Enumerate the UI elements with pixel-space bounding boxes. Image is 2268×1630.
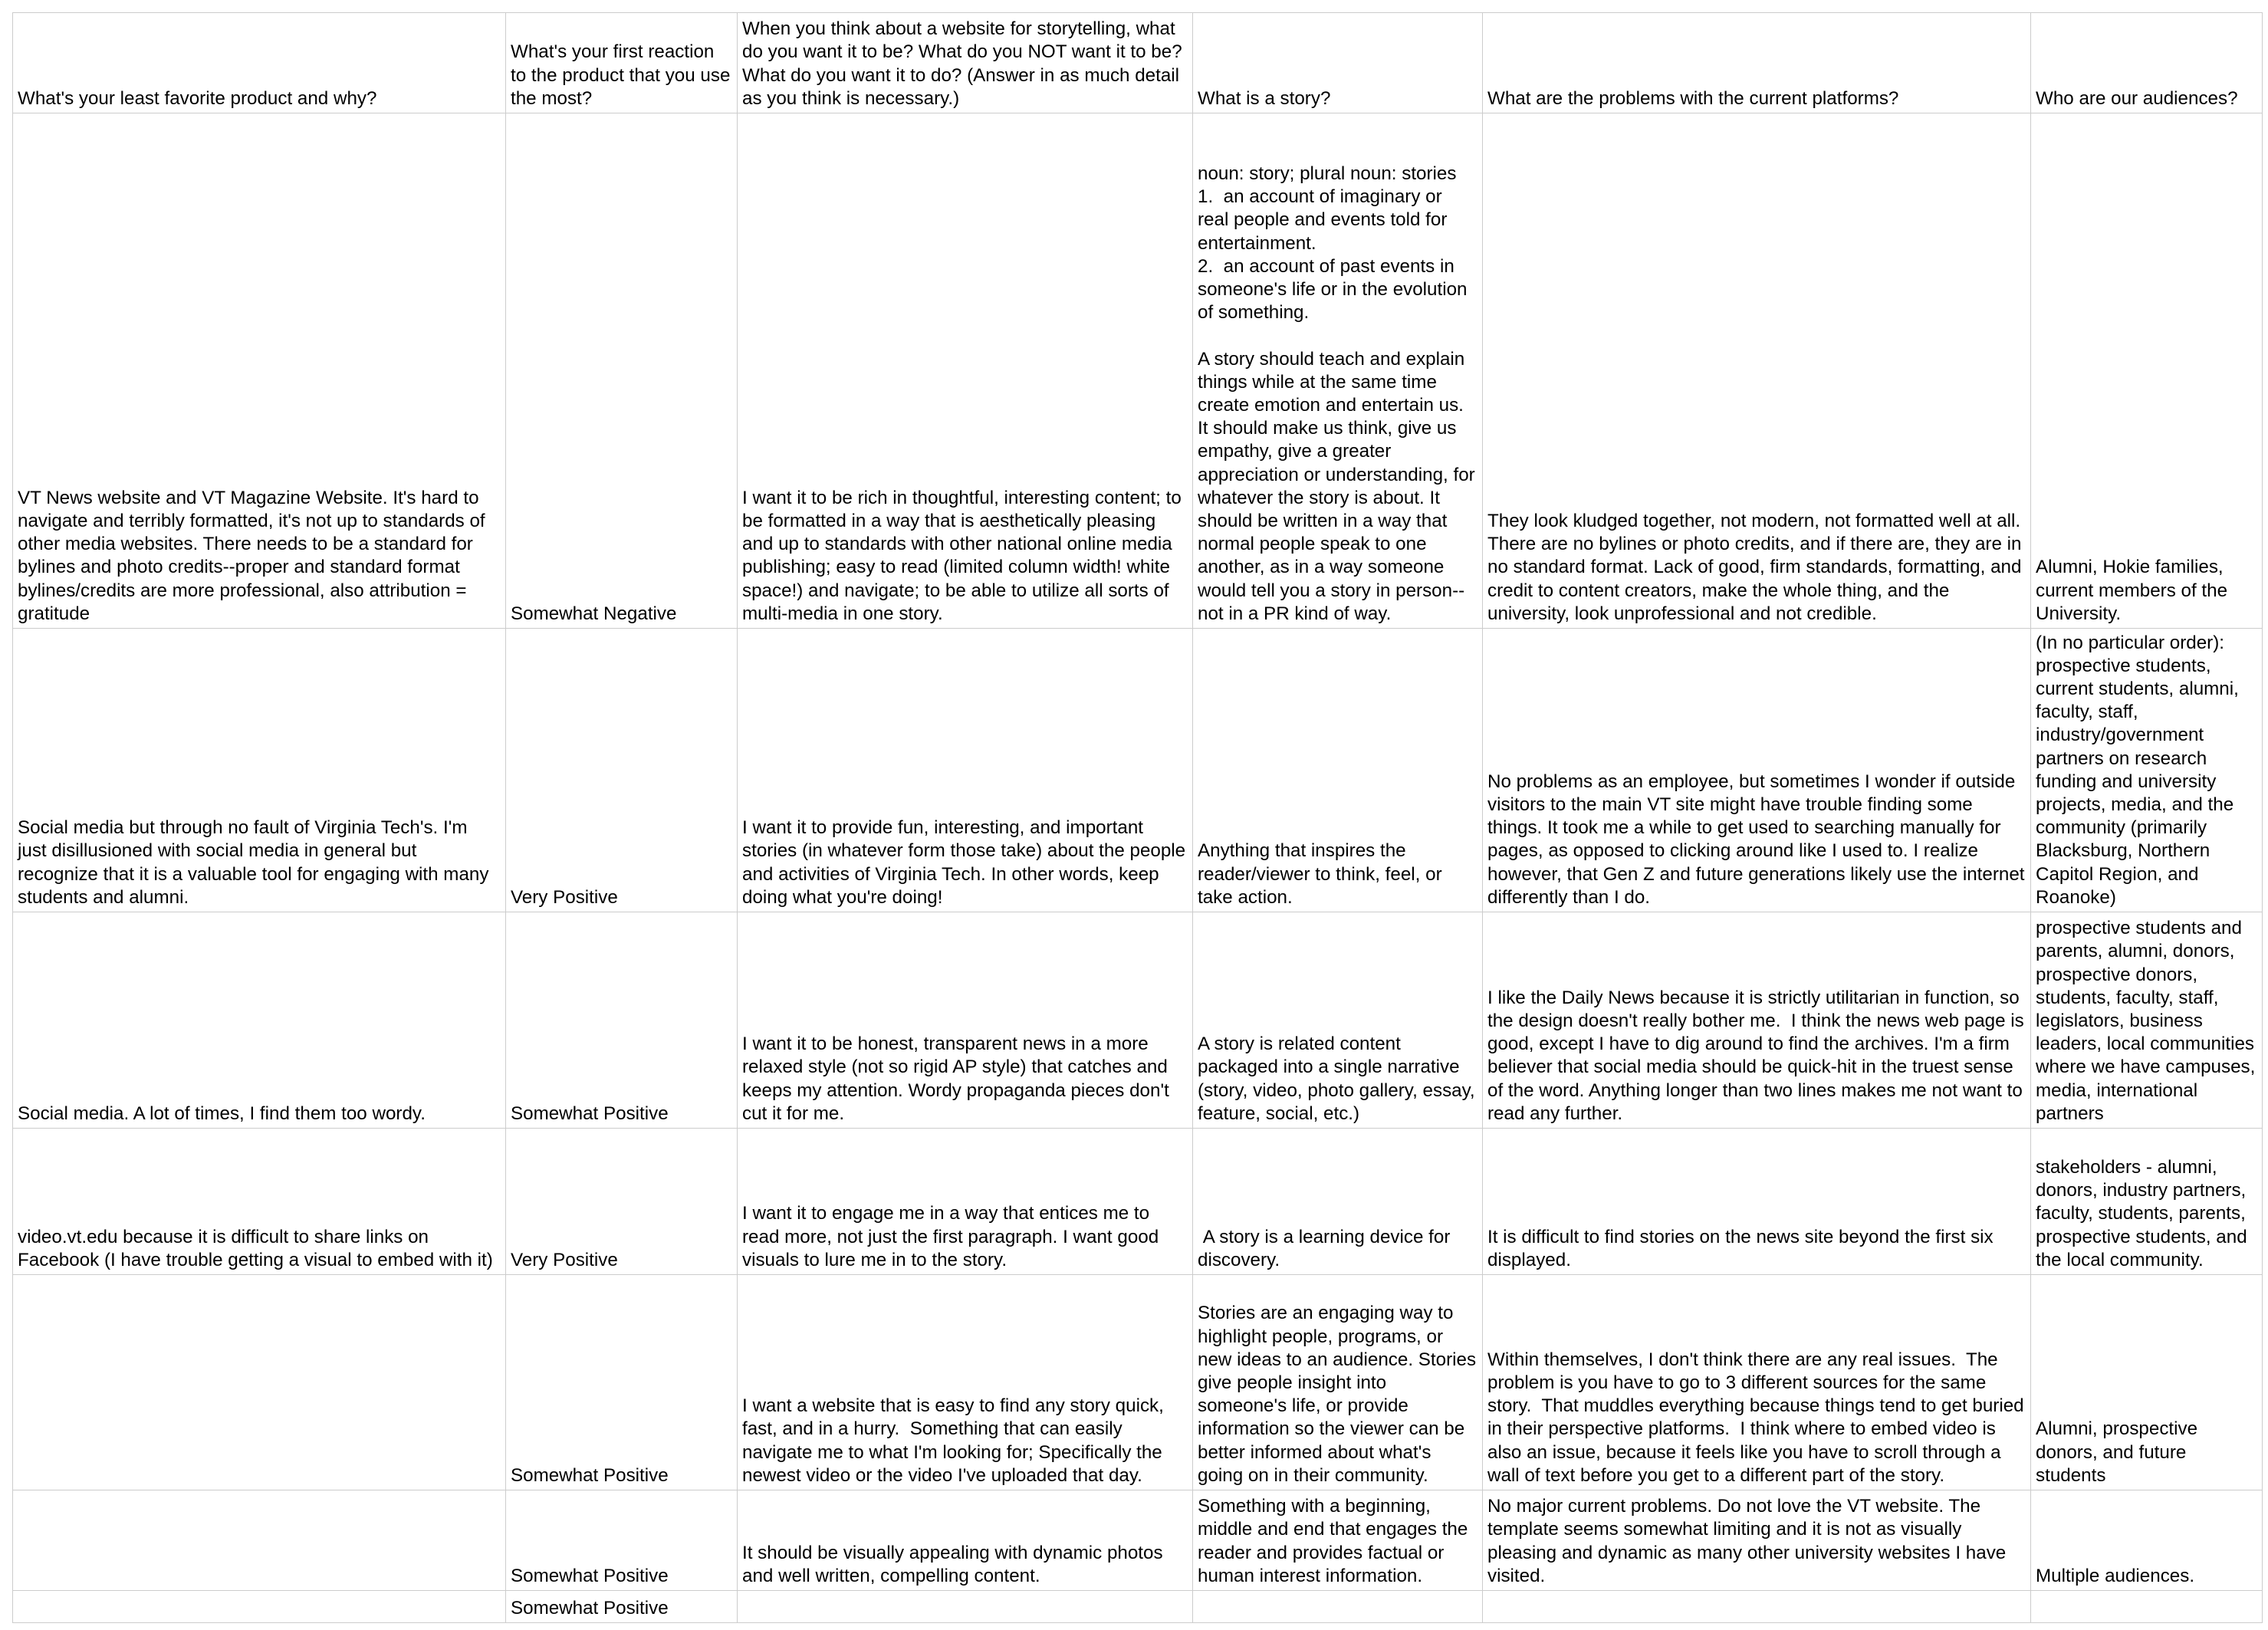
- table-cell[interactable]: It should be visually appealing with dynamic photos and well written, compelling content.: [738, 1490, 1193, 1591]
- table-cell[interactable]: Within themselves, I don't think there are any real issues. The problem is you have to go to 3 different sources for the same story. That muddles everything because things tend to get buried in their perspective platforms. I think where to embed video is also an issue, because it feels like you have to scroll through a wall of text before you get to a different part of the story.: [1483, 1275, 2031, 1490]
- table-cell[interactable]: I want it to be honest, transparent news in a more relaxed style (not so rigid AP style) that catches and keeps my attention. Wordy propaganda pieces don't cut it for me.: [738, 912, 1193, 1129]
- table-cell[interactable]: I like the Daily News because it is strictly utilitarian in function, so the design doesn't really bother me. I think the news web page is good, except I have to dig around to find the archives. I'm a firm believer that social media should be quick-hit in the truest sense of the word. Anything longer than two lines makes me not want to read any further.: [1483, 912, 2031, 1129]
- table-cell[interactable]: [13, 1275, 506, 1490]
- table-cell[interactable]: I want a website that is easy to find any story quick, fast, and in a hurry. Something that can easily navigate me to what I'm looking for; Specifically the newest video or the video I've uploaded that day.: [738, 1275, 1193, 1490]
- table-cell[interactable]: No major current problems. Do not love the VT website. The template seems somewhat limiting and it is not as visually pleasing and dynamic as many other university websites I have visited.: [1483, 1490, 2031, 1591]
- table-cell[interactable]: noun: story; plural noun: stories 1. an account of imaginary or real people and events told for entertainment. 2. an account of past events in someone's life or in the evolution of something. A story should teach and explain things while at the same time create emotion and entertain us. It should make us think, give us empathy, give a greater appreciation or understanding, for whatever the story is about. It should be written in a way that normal people speak to one another, as in a way someone would tell you a story in person--not in a PR kind of way.: [1193, 113, 1483, 629]
- table-cell[interactable]: prospective students and parents, alumni, donors, prospective donors, students, faculty, staff, legislators, business leaders, local communities where we have campuses, media, international partners: [2031, 912, 2263, 1129]
- table-cell[interactable]: Somewhat Positive: [506, 1275, 738, 1490]
- table-row: [13, 113, 2263, 629]
- table-cell[interactable]: Something with a beginning, middle and end that engages the reader and provides factual or human interest information.: [1193, 1490, 1483, 1591]
- table-cell[interactable]: Somewhat Negative: [506, 113, 738, 629]
- table-cell[interactable]: A story is a learning device for discovery.: [1193, 1129, 1483, 1275]
- table-cell[interactable]: [738, 1591, 1193, 1623]
- table-cell[interactable]: (In no particular order): prospective students, current students, alumni, faculty, staff, industry/government partners on research funding and university projects, media, and the community (primarily Blacksburg, Northern Capitol Region, and Roanoke): [2031, 629, 2263, 912]
- table-cell[interactable]: Multiple audiences.: [2031, 1490, 2263, 1591]
- table-cell[interactable]: VT News website and VT Magazine Website. It's hard to navigate and terribly formatted, it's not up to standards of other media websites. There needs to be a standard for bylines and photo credits--proper and standard format bylines/credits are more professional, also attribution = gratitude: [13, 113, 506, 629]
- survey-spreadsheet: [12, 12, 2263, 1623]
- header-cell-storytelling-website[interactable]: When you think about a website for storytelling, what do you want it to be? What do you NOT want it to be? What do you want it to do? (Answer in as much detail as you think is necessary.): [738, 13, 1193, 113]
- table-cell[interactable]: video.vt.edu because it is difficult to share links on Facebook (I have trouble getting a visual to embed with it): [13, 1129, 506, 1275]
- table-row: [13, 1275, 2263, 1490]
- table-cell[interactable]: [2031, 1591, 2263, 1623]
- header-row: [13, 13, 2263, 113]
- table-cell[interactable]: I want it to provide fun, interesting, and important stories (in whatever form those take) about the people and activities of Virginia Tech. In other words, keep doing what you're doing!: [738, 629, 1193, 912]
- table-cell[interactable]: I want it to be rich in thoughtful, interesting content; to be formatted in a way that is aesthetically pleasing and up to standards with other national online media publishing; easy to read (limited column width! white space!) and navigate; to be able to utilize all sorts of multi-media in one story.: [738, 113, 1193, 629]
- header-cell-platform-problems[interactable]: What are the problems with the current platforms?: [1483, 13, 2031, 113]
- table-row: [13, 912, 2263, 1129]
- table-cell[interactable]: Very Positive: [506, 1129, 738, 1275]
- table-cell[interactable]: Somewhat Positive: [506, 1591, 738, 1623]
- table-cell[interactable]: Somewhat Positive: [506, 1490, 738, 1591]
- table-cell[interactable]: stakeholders - alumni, donors, industry partners, faculty, students, parents, prospective students, and the local community.: [2031, 1129, 2263, 1275]
- table-cell[interactable]: Social media but through no fault of Virginia Tech's. I'm just disillusioned with social media in general but recognize that it is a valuable tool for engaging with many students and alumni.: [13, 629, 506, 912]
- table-cell[interactable]: Social media. A lot of times, I find them too wordy.: [13, 912, 506, 1129]
- table-row: [13, 1129, 2263, 1275]
- header-cell-least-favorite-product[interactable]: What's your least favorite product and why?: [13, 13, 506, 113]
- table-row: [13, 1490, 2263, 1591]
- table-cell[interactable]: Anything that inspires the reader/viewer to think, feel, or take action.: [1193, 629, 1483, 912]
- table-cell[interactable]: Stories are an engaging way to highlight people, programs, or new ideas to an audience. Stories give people insight into someone's life, or provide information so the viewer can be better informed about what's going on in their community.: [1193, 1275, 1483, 1490]
- header-cell-what-is-a-story[interactable]: What is a story?: [1193, 13, 1483, 113]
- table-cell[interactable]: Alumni, prospective donors, and future students: [2031, 1275, 2263, 1490]
- table-cell[interactable]: A story is related content packaged into a single narrative (story, video, photo gallery, essay, feature, social, etc.): [1193, 912, 1483, 1129]
- table-cell[interactable]: [1193, 1591, 1483, 1623]
- header-cell-audiences[interactable]: Who are our audiences?: [2031, 13, 2263, 113]
- table-row: [13, 629, 2263, 912]
- table-cell[interactable]: I want it to engage me in a way that entices me to read more, not just the first paragraph. I want good visuals to lure me in to the story.: [738, 1129, 1193, 1275]
- header-cell-first-reaction[interactable]: What's your first reaction to the product that you use the most?: [506, 13, 738, 113]
- table-cell[interactable]: [13, 1591, 506, 1623]
- table-cell[interactable]: No problems as an employee, but sometimes I wonder if outside visitors to the main VT site might have trouble finding some things. It took me a while to get used to searching manually for pages, as opposed to clicking around like I used to. I realize however, that Gen Z and future generations likely use the internet differently than I do.: [1483, 629, 2031, 912]
- table-cell[interactable]: They look kludged together, not modern, not formatted well at all. There are no bylines or photo credits, and if there are, they are in no standard format. Lack of good, firm standards, formatting, and credit to content creators, make the whole thing, and the university, look unprofessional and not credible.: [1483, 113, 2031, 629]
- table-row: [13, 1591, 2263, 1623]
- table-cell[interactable]: It is difficult to find stories on the news site beyond the first six displayed.: [1483, 1129, 2031, 1275]
- table-cell[interactable]: Somewhat Positive: [506, 912, 738, 1129]
- table-cell[interactable]: Alumni, Hokie families, current members of the University.: [2031, 113, 2263, 629]
- table-cell[interactable]: [13, 1490, 506, 1591]
- table-cell[interactable]: Very Positive: [506, 629, 738, 912]
- table-cell[interactable]: [1483, 1591, 2031, 1623]
